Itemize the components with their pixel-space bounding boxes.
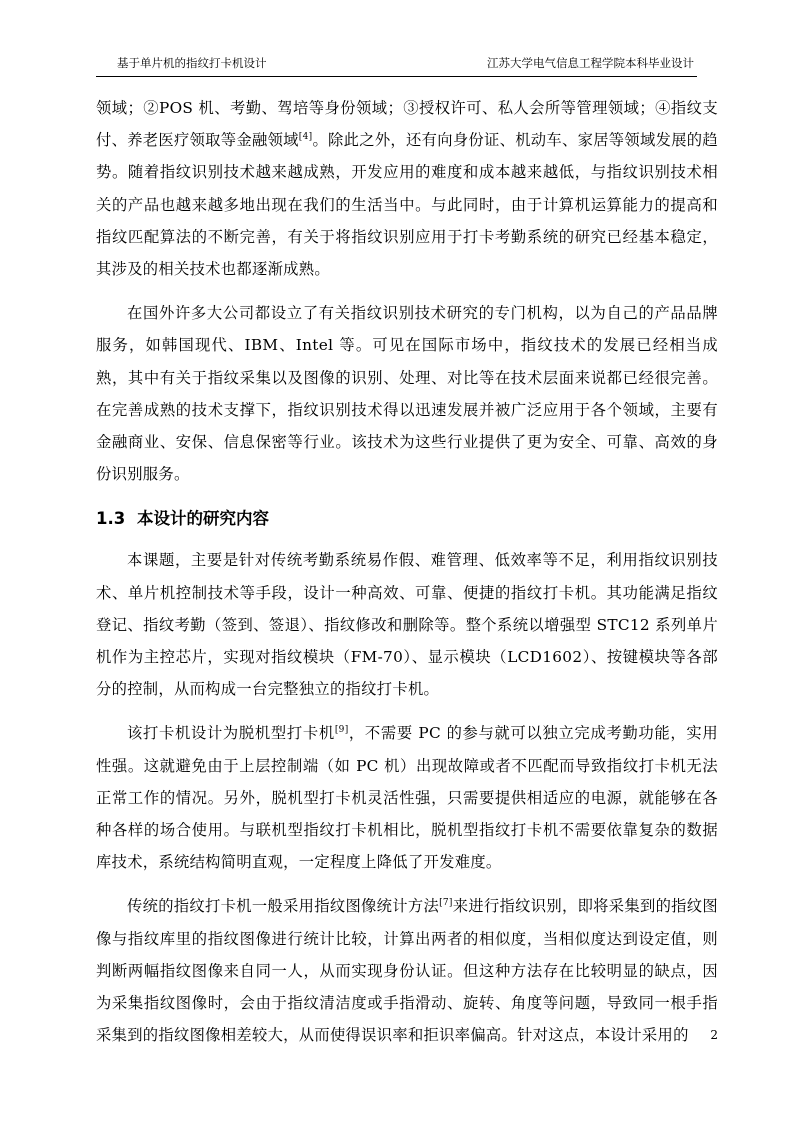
- paragraph-text-tail: 来进行指纹识别，即将采集到的指纹图像与指纹库里的指纹图像进行统计比较，计算出两者的相似度，当相似度达到设定值，则判断两幅指纹图像来自同一人，从而实现身份认证。但这种方法存在比较明显的缺点，因为采集指纹图像时，会由于指纹清洁度或手指滑动、旋转、角度等问题，导致同一根手指采集到的指纹图像相差较大，从而使得误识率和拒识率偏高。针对这点，本设计采用的: [96, 897, 718, 1045]
- paragraph-text-tail: 。除此之外，还有向身份证、机动车、家居等领域发展的趋势。随着指纹识别技术越来越成熟，开发应用的难度和成本越来越低，与指纹识别技术相关的产品也越来越多地出现在我们的生活当中。与此同时，由于计算机运算能力的提高和指纹匹配算法的不断完善，有关于将指纹识别应用于打卡考勤系统的研究已经基本稳定，其涉及的相关技术也都逐渐成熟。: [96, 131, 718, 279]
- paragraph-text: 传统的指纹打卡机一般采用指纹图像统计方法: [127, 897, 440, 916]
- section-heading: [96, 502, 718, 536]
- citation: [7]: [439, 898, 453, 909]
- page-header: [96, 56, 697, 77]
- citation: [9]: [334, 725, 349, 736]
- paragraph-text-tail: ，不需要 PC 的参与就可以独立完成考勤功能，实用性强。这就避免由于上层控制端（如 PC 机）出现故障或者不匹配而导致指纹打卡机无法正常工作的情况。另外，脱机型打卡机灵活性强，只需要提供相适应的电源，就能够在各种各样的场合使用。与联机型指纹打卡机相比，脱机型指纹打卡机不需要依靠复杂的数据库技术，系统结构简明直观，一定程度上降低了开发难度。: [96, 724, 718, 872]
- paragraph-text: 该打卡机设计为脱机型打卡机: [127, 724, 335, 743]
- section-paragraph-1: [96, 544, 718, 705]
- paragraph-text: 在国外许多大公司都设立了有关指纹识别技术研究的专门机构，以为自己的产品品牌服务，如韩国现代、IBM、Intel 等。可见在国际市场中，指纹技术的发展已经相当成熟，其中有关于指纹采集以及图像的识别、处理、对比等在技术层面来说都已经很完善。在完善成熟的技术支撑下，指纹识别技术得以迅速发展并被广泛应用于各个领域，主要有金融商业、安保、信息保密等行业。该技术为这些行业提供了更为安全、可靠、高效的身份识别服务。: [96, 304, 718, 484]
- section-number: 1.3: [96, 509, 126, 529]
- page-number: 2: [710, 1028, 718, 1042]
- body-paragraph-1: [96, 92, 718, 285]
- paragraph-text: 本课题，主要是针对传统考勤系统易作假、难管理、低效率等不足，利用指纹识别技术、单片机控制技术等手段，设计一种高效、可靠、便捷的指纹打卡机。其功能满足指纹登记、指纹考勤（签到、签退）、指纹修改和删除等。整个系统以增强型 STC12 系列单片机作为主控芯片，实现对指纹模块（FM-70）、显示模块（LCD1602）、按键模块等各部分的控制，从而构成一台完整独立的指纹打卡机。: [96, 551, 718, 699]
- body-paragraph-2: [96, 297, 718, 490]
- header-institution: 江苏大学电气信息工程学院本科毕业设计: [487, 56, 694, 70]
- page-body: [96, 92, 718, 1063]
- section-paragraph-2: [96, 717, 718, 878]
- citation: [4]: [298, 132, 313, 143]
- section-paragraph-3: [96, 890, 718, 1051]
- header-thesis-title: 基于单片机的指纹打卡机设计: [117, 56, 267, 70]
- section-title: 本设计的研究内容: [137, 509, 269, 529]
- paragraph-text: 领域；②POS 机、考勤、驾培等身份领域；③授权许可、私人会所等管理领域；④指纹支付、养老医疗领取等金融领域: [96, 99, 718, 150]
